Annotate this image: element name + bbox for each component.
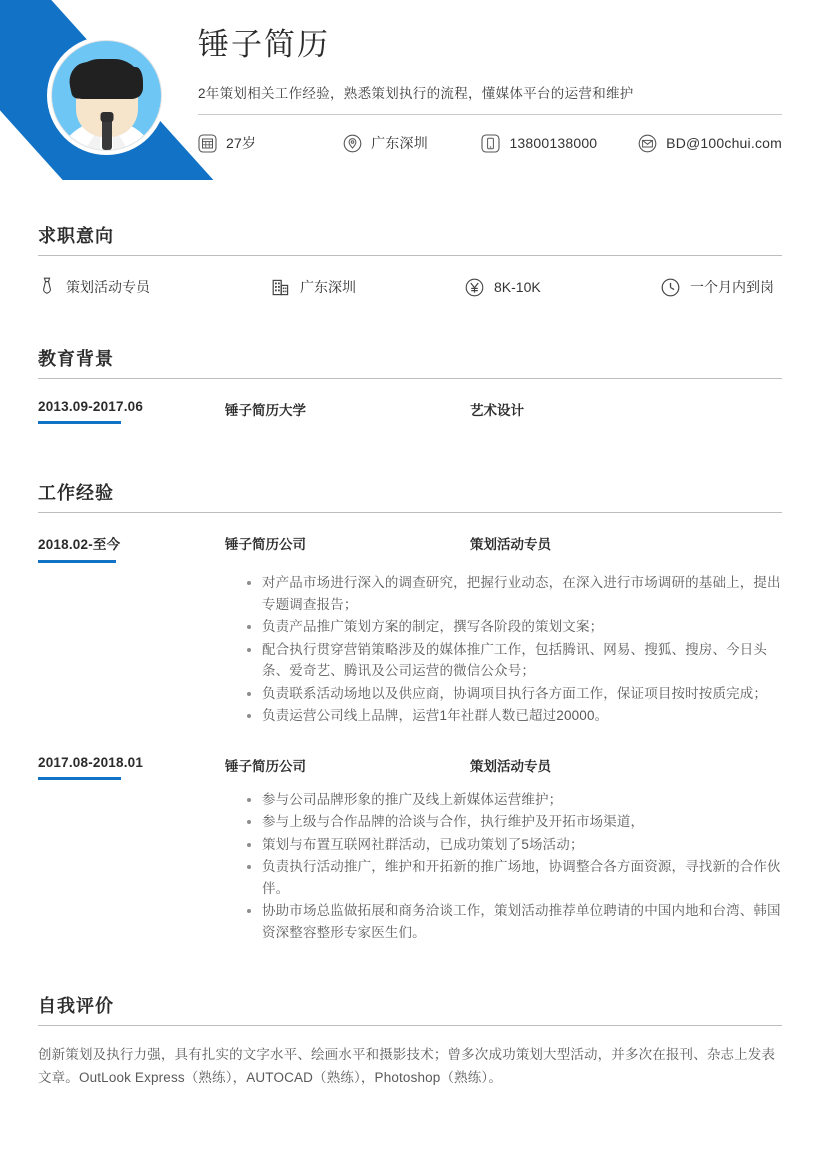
building-icon (271, 278, 290, 297)
candidate-tagline: 2年策划相关工作经验，熟悉策划执行的流程，懂媒体平台的运营和维护 (198, 86, 634, 102)
work-date-underline (38, 560, 116, 563)
self-evaluation-text: 创新策划及执行力强，具有扎实的文字水平、绘画水平和摄影技术；曾多次成功策划大型活动，并多次在报刊、杂志上发表文章。OutLook Express（熟练），AUTOCAD（熟练），Photoshop（熟练）。 (38, 1047, 776, 1085)
contact-age-value: 27岁 (226, 135, 257, 152)
contact-email (638, 134, 782, 153)
candidate-name: 锤子简历 (198, 27, 330, 62)
list-item: 策划与布置互联网社群活动，已成功策划了5场活动； (245, 834, 782, 856)
work-entry-bullets (225, 789, 782, 944)
work-entry-role: 策划活动专员 (470, 758, 551, 774)
job-intent-row (38, 277, 782, 297)
list-item: 负责联系活动场地以及供应商，协调项目执行各方面工作，保证项目按时按质完成； (245, 683, 782, 705)
section-job-intent (0, 222, 820, 297)
work-heading (38, 479, 782, 513)
education-entry-date (38, 399, 225, 424)
work-entry-bullets (225, 572, 782, 727)
header-divider (198, 114, 782, 115)
contact-phone-value: 13800138000 (509, 135, 598, 152)
education-entry-school: 锤子简历大学 (225, 403, 306, 418)
avatar-tie (102, 120, 112, 150)
intent-availability-value: 一个月内到岗 (690, 279, 774, 295)
avatar-illustration (52, 41, 161, 150)
intent-city-value: 广东深圳 (300, 279, 356, 295)
contact-location-value: 广东深圳 (371, 135, 428, 152)
list-item: 协助市场总监做拓展和商务洽谈工作，策划活动推荐单位聘请的中国内地和台湾、韩国资深整容整形专家医生们。 (245, 900, 782, 943)
list-item: 负责产品推广策划方案的制定，撰写各阶段的策划文案； (245, 616, 782, 638)
intent-salary-value: 8K-10K (494, 279, 541, 295)
intent-position-value: 策划活动专员 (66, 279, 150, 295)
header-content (198, 0, 782, 180)
work-entry-date (38, 755, 225, 780)
avatar-hair-side (129, 67, 143, 97)
intent-availability (661, 277, 774, 297)
work-entry-date-text: 2017.08-2018.01 (38, 754, 144, 770)
contact-email-value: BD@100chui.com (666, 135, 782, 152)
self-evaluation-heading (38, 992, 782, 1026)
yen-circle-icon (465, 278, 484, 297)
education-date-underline (38, 421, 121, 424)
contact-phone (481, 134, 638, 153)
section-work-experience (0, 479, 820, 943)
education-title: 教育背景 (38, 349, 114, 369)
list-item: 参与上级与合作品牌的洽谈与合作，执行维护及开拓市场渠道， (245, 811, 782, 833)
section-education (0, 345, 820, 424)
resume-header (0, 0, 820, 180)
education-entry-major: 艺术设计 (470, 403, 524, 418)
list-item: 负责运营公司线上品牌，运营1年社群人数已超过20000。 (245, 705, 782, 727)
intent-city (271, 277, 465, 297)
education-heading (38, 345, 782, 379)
list-item: 配合执行贯穿营销策略涉及的媒体推广工作，包括腾讯、网易、搜狐、搜房、今日头条、爱奇艺、腾讯及公司运营的微信公众号； (245, 639, 782, 682)
location-pin-icon (343, 134, 362, 153)
necktie-icon (38, 277, 56, 297)
work-entry-company: 锤子简历公司 (225, 537, 306, 552)
list-item: 负责执行活动推广，维护和开拓新的推广场地，协调整合各方面资源，寻找新的合作伙伴。 (245, 856, 782, 899)
education-entry (38, 399, 782, 424)
intent-position (38, 277, 271, 297)
envelope-icon (638, 134, 657, 153)
contact-age (198, 133, 343, 153)
mobile-phone-icon (481, 134, 500, 153)
list-item: 对产品市场进行深入的调查研究，把握行业动态，在深入进行市场调研的基础上，提出专题调查报告； (245, 572, 782, 615)
job-intent-heading (38, 222, 782, 256)
education-entry-date-text: 2013.09-2017.06 (38, 399, 144, 414)
contact-row (198, 133, 782, 153)
section-self-evaluation (0, 992, 820, 1089)
work-entry-date (38, 533, 225, 563)
clock-icon (661, 278, 680, 297)
avatar-tie-knot (100, 112, 113, 122)
self-evaluation-title: 自我评价 (38, 996, 114, 1016)
work-title: 工作经验 (38, 483, 114, 503)
work-entry-role: 策划活动专员 (470, 537, 551, 552)
calendar-icon (198, 134, 217, 153)
avatar (47, 36, 166, 155)
work-entry-company: 锤子简历公司 (225, 758, 306, 774)
intent-salary (465, 278, 661, 297)
work-date-underline (38, 777, 121, 780)
work-entry (38, 533, 782, 563)
job-intent-title: 求职意向 (38, 226, 114, 246)
contact-location (343, 133, 481, 153)
work-entry (38, 755, 782, 780)
work-entry-date-text: 2018.02-至今 (38, 537, 121, 552)
list-item: 参与公司品牌形象的推广及线上新媒体运营维护； (245, 789, 782, 811)
